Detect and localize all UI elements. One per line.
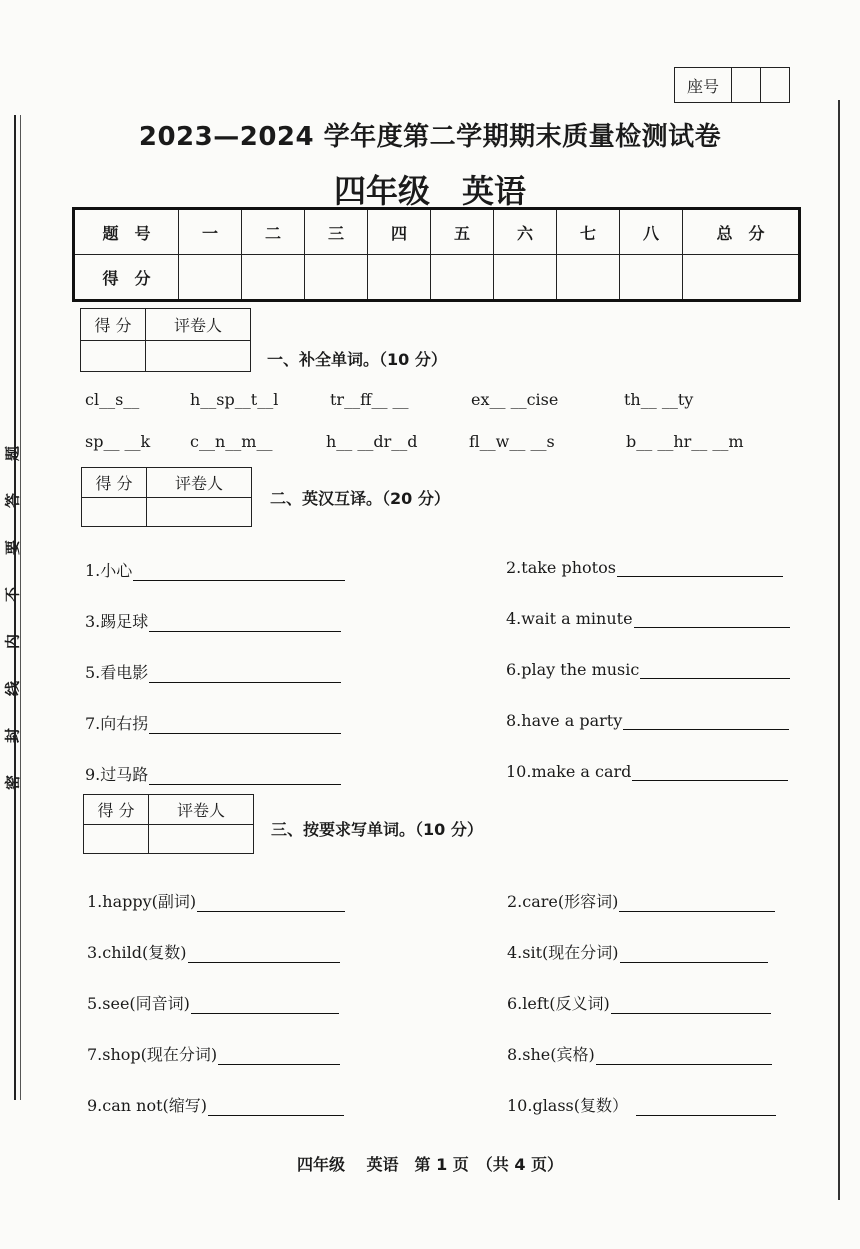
answer-blank[interactable] <box>632 766 788 781</box>
binding-line-inner <box>20 115 21 1100</box>
score-table-header: 总 分 <box>683 209 800 255</box>
grader-score-cell[interactable] <box>81 341 146 372</box>
exam-title: 2023—2024 学年度第二学期期末质量检测试卷 <box>138 122 722 152</box>
word-form-item <box>507 940 768 963</box>
answer-blank[interactable] <box>149 668 341 683</box>
translation-item <box>506 660 790 679</box>
score-table-header: 二 <box>242 209 305 255</box>
section3-heading: 三、按要求写单词。（10 分） <box>271 820 483 839</box>
answer-blank[interactable] <box>636 1101 776 1116</box>
score-table-header: 一 <box>179 209 242 255</box>
answer-blank[interactable] <box>208 1101 344 1116</box>
word-form-prompt: 8.she(宾格) <box>507 1045 595 1064</box>
word-form-item <box>507 889 775 912</box>
translation-prompt: 1.小心 <box>85 561 133 580</box>
translation-prompt: 9.过马路 <box>85 765 149 784</box>
word-fragment: tr__ff__ __ <box>330 390 409 409</box>
score-cell[interactable] <box>494 255 557 301</box>
binding-char: 密 <box>3 775 22 791</box>
binding-line <box>14 115 16 1100</box>
word-fragment: h__sp__t__l <box>190 390 279 409</box>
word-form-prompt: 7.shop(现在分词) <box>87 1045 218 1064</box>
page-footer: 四年级 英语 第 1 页 （共 4 页） <box>296 1155 564 1174</box>
translation-item <box>506 558 783 577</box>
word-form-prompt: 2.care(形容词) <box>507 892 619 911</box>
grader-box <box>81 467 252 527</box>
grader-box <box>80 308 251 372</box>
word-fragment: b__ __hr__ __m <box>626 432 744 451</box>
score-cell[interactable] <box>431 255 494 301</box>
word-form-item <box>507 991 771 1014</box>
answer-blank[interactable] <box>218 1050 340 1065</box>
score-table-header: 八 <box>620 209 683 255</box>
score-table <box>72 207 801 302</box>
score-cell[interactable] <box>179 255 242 301</box>
binding-char: 不 <box>3 587 22 603</box>
translation-prompt: 3.踢足球 <box>85 612 149 631</box>
word-form-prompt: 6.left(反义词) <box>507 994 610 1013</box>
grader-reviewer-cell[interactable] <box>149 825 254 854</box>
word-form-prompt: 9.can not(缩写) <box>87 1096 208 1115</box>
grader-score-cell[interactable] <box>84 825 149 854</box>
translation-item <box>85 762 341 785</box>
seat-number-cell[interactable] <box>732 68 761 102</box>
section2-heading: 二、英汉互译。（20 分） <box>270 489 450 508</box>
score-table-header: 三 <box>305 209 368 255</box>
grader-score-label: 得 分 <box>81 309 146 341</box>
answer-blank[interactable] <box>640 664 790 679</box>
grader-score-label: 得 分 <box>82 468 147 498</box>
seat-number-cell[interactable] <box>761 68 789 102</box>
answer-blank[interactable] <box>149 617 341 632</box>
word-form-item <box>87 1093 344 1116</box>
score-table-header: 七 <box>557 209 620 255</box>
answer-blank[interactable] <box>149 719 341 734</box>
word-fragment: ex__ __cise <box>471 390 559 409</box>
answer-blank[interactable] <box>634 613 790 628</box>
translation-prompt: 7.向右拐 <box>85 714 149 733</box>
answer-blank[interactable] <box>623 715 789 730</box>
word-fragment: th__ __ty <box>624 390 694 409</box>
translation-prompt: 6.play the music <box>506 660 640 679</box>
score-cell[interactable] <box>557 255 620 301</box>
answer-blank[interactable] <box>619 897 775 912</box>
word-form-item <box>507 1093 776 1116</box>
translation-item <box>506 711 789 730</box>
answer-blank[interactable] <box>617 562 783 577</box>
answer-blank[interactable] <box>596 1050 772 1065</box>
answer-blank[interactable] <box>611 999 771 1014</box>
seat-number-label: 座号 <box>675 68 732 102</box>
binding-char: 线 <box>3 681 22 697</box>
translation-item <box>506 762 788 781</box>
section1-heading: 一、补全单词。（10 分） <box>267 350 447 369</box>
answer-blank[interactable] <box>191 999 339 1014</box>
score-row-label: 得 分 <box>74 255 179 301</box>
word-fragment: sp__ __k <box>85 432 151 451</box>
score-cell[interactable] <box>368 255 431 301</box>
word-form-prompt: 5.see(同音词) <box>87 994 190 1013</box>
translation-item <box>85 711 341 734</box>
binding-char: 题 <box>3 446 22 462</box>
word-form-item <box>87 1042 340 1065</box>
translation-prompt: 2.take photos <box>506 558 616 577</box>
grader-reviewer-cell[interactable] <box>146 341 251 372</box>
answer-blank[interactable] <box>133 566 345 581</box>
translation-prompt: 8.have a party <box>506 711 623 730</box>
right-margin-line <box>838 100 840 1200</box>
word-form-prompt: 4.sit(现在分词) <box>507 943 619 962</box>
score-cell[interactable] <box>683 255 800 301</box>
score-table-header: 六 <box>494 209 557 255</box>
score-table-header: 题 号 <box>74 209 179 255</box>
grader-score-label: 得 分 <box>84 795 149 825</box>
grader-reviewer-label: 评卷人 <box>149 795 254 825</box>
translation-item <box>506 609 790 628</box>
seat-number-box <box>674 67 790 103</box>
answer-blank[interactable] <box>620 948 768 963</box>
word-form-item <box>507 1042 772 1065</box>
word-form-item <box>87 889 345 912</box>
word-form-prompt: 3.child(复数) <box>87 943 187 962</box>
word-form-item <box>87 940 340 963</box>
word-fragment: c__n__m__ <box>190 432 273 451</box>
exam-subtitle: 四年级 英语 <box>333 172 526 210</box>
score-cell[interactable] <box>620 255 683 301</box>
translation-prompt: 5.看电影 <box>85 663 149 682</box>
word-form-prompt: 1.happy(副词) <box>87 892 197 911</box>
answer-blank[interactable] <box>197 897 345 912</box>
answer-blank[interactable] <box>188 948 340 963</box>
grader-reviewer-label: 评卷人 <box>146 309 251 341</box>
score-cell[interactable] <box>305 255 368 301</box>
binding-char: 要 <box>3 540 22 556</box>
word-form-prompt: 10.glass(复数） <box>507 1096 629 1115</box>
score-table-header: 四 <box>368 209 431 255</box>
grader-reviewer-cell[interactable] <box>147 498 252 527</box>
grader-reviewer-label: 评卷人 <box>147 468 252 498</box>
binding-char: 答 <box>3 493 22 509</box>
translation-item <box>85 660 341 683</box>
word-fragment: fl__w__ __s <box>469 432 555 451</box>
answer-blank[interactable] <box>149 770 341 785</box>
grader-box <box>83 794 254 854</box>
word-form-item <box>87 991 339 1014</box>
word-fragment: cl__s__ <box>85 390 140 409</box>
binding-char: 封 <box>3 728 22 744</box>
translation-prompt: 10.make a card <box>506 762 632 781</box>
score-table-header: 五 <box>431 209 494 255</box>
word-fragment: h__ __dr__d <box>326 432 418 451</box>
grader-score-cell[interactable] <box>82 498 147 527</box>
binding-char: 内 <box>3 634 22 650</box>
translation-prompt: 4.wait a minute <box>506 609 633 628</box>
translation-item <box>85 558 345 581</box>
score-cell[interactable] <box>242 255 305 301</box>
translation-item <box>85 609 341 632</box>
